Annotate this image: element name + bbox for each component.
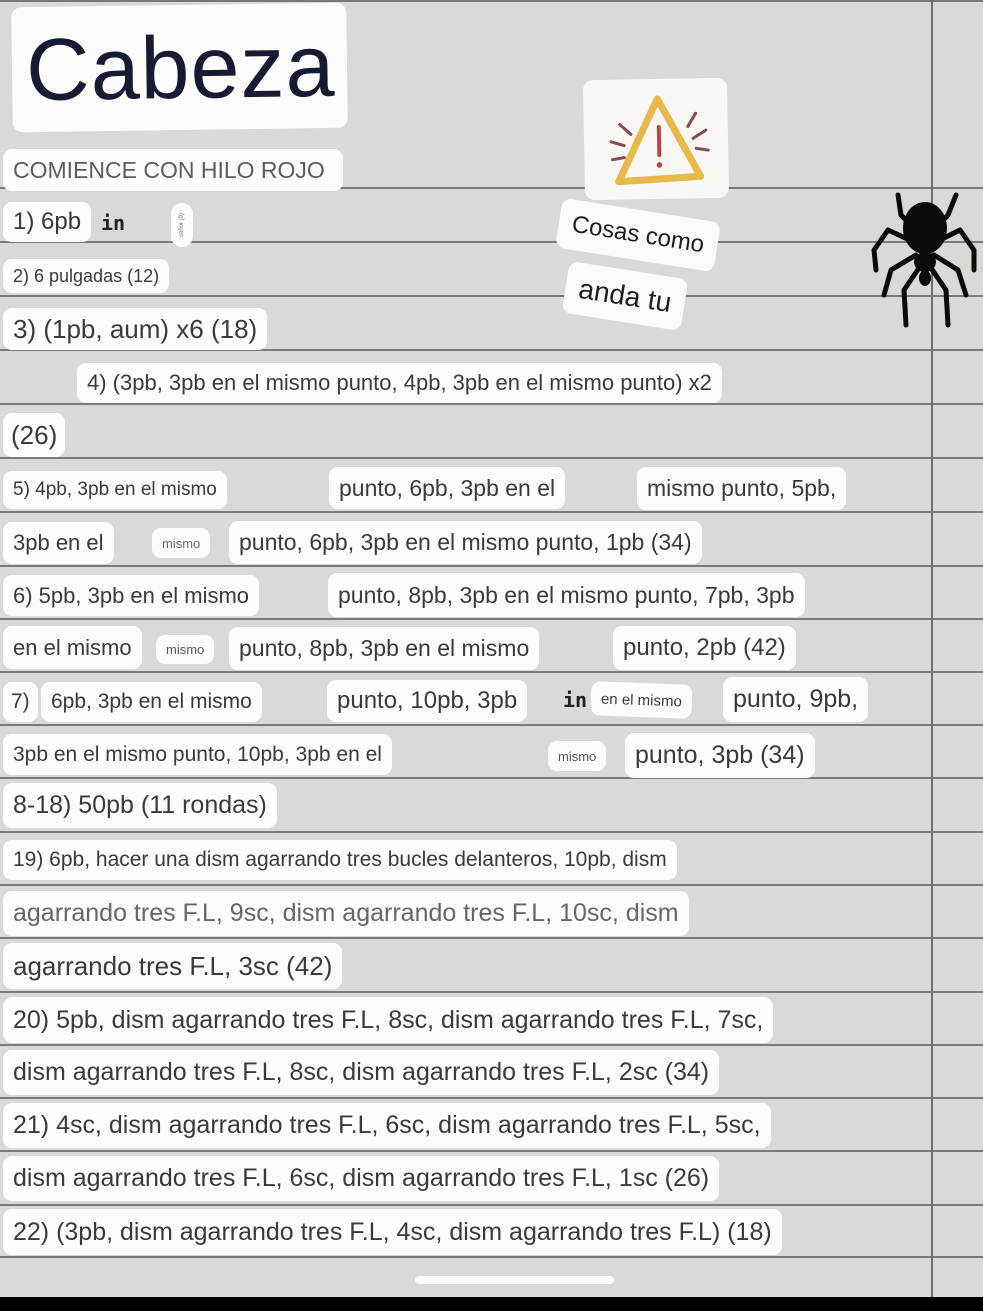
round-7-part: 6pb, 3pb en el mismo xyxy=(41,682,262,722)
ruled-line xyxy=(0,1097,983,1099)
round-1: 1) 6pb xyxy=(3,202,91,242)
sticker-anda-tu: anda tu xyxy=(562,261,689,331)
round-5-part: 5) 4pb, 3pb en el mismo xyxy=(3,471,227,509)
home-indicator[interactable] xyxy=(415,1276,614,1284)
ruled-line xyxy=(0,991,983,993)
round-7-part: en el mismo xyxy=(590,681,692,718)
round-3: 3) (1pb, aum) x6 (18) xyxy=(3,308,267,350)
ruled-line xyxy=(0,457,983,459)
subtitle: COMIENCE CON HILO ROJO xyxy=(3,149,343,191)
round-22: 22) (3pb, dism agarrando tres F.L, 4sc, dism agarrando tres F.L) (18) xyxy=(3,1209,782,1255)
sticker-cosas-como: Cosas como xyxy=(555,198,721,272)
round-5-part: punto, 6pb, 3pb en el mismo punto, 1pb (34) xyxy=(229,521,702,564)
round-6-part: en el mismo xyxy=(3,626,142,669)
round-19-line: agarrando tres F.L, 3sc (42) xyxy=(3,943,342,989)
ruled-line xyxy=(0,777,983,779)
handwritten-in: in xyxy=(101,211,126,235)
round-6-part: 6) 5pb, 3pb en el mismo xyxy=(3,575,259,616)
round-7-part: punto, 9pb, xyxy=(723,677,868,722)
round-6-part: punto, 8pb, 3pb en el mismo punto, 7pb, 3pb xyxy=(328,573,805,617)
bottom-bar xyxy=(0,1297,983,1311)
top-border xyxy=(0,0,983,2)
round-5-part: 3pb en el xyxy=(3,522,114,564)
ruled-line xyxy=(0,1256,983,1258)
ruled-line xyxy=(0,724,983,726)
round-19-line: 19) 6pb, hacer una dism agarrando tres bucles delanteros, 10pb, dism xyxy=(3,840,677,880)
round-21-line: 21) 4sc, dism agarrando tres F.L, 6sc, dism agarrando tres F.L, 5sc, xyxy=(3,1103,771,1148)
round-8-18: 8-18) 50pb (11 rondas) xyxy=(3,783,277,828)
vertical-label: señor (0) xyxy=(171,203,193,247)
ruled-line xyxy=(0,1150,983,1152)
round-5-part: punto, 6pb, 3pb en el xyxy=(329,467,565,509)
spider-icon xyxy=(866,190,981,330)
page-title: Cabeza xyxy=(11,3,348,133)
ruled-line xyxy=(0,671,983,673)
round-20-line: 20) 5pb, dism agarrando tres F.L, 8sc, dism agarrando tres F.L, 7sc, xyxy=(3,997,773,1043)
ruled-line xyxy=(0,511,983,513)
round-7-part: 7) xyxy=(3,682,38,722)
round-21-line: dism agarrando tres F.L, 6sc, dism agarrando tres F.L, 1sc (26) xyxy=(3,1156,719,1201)
handwritten-in: in xyxy=(563,688,588,712)
round-5-part: mismo punto, 5pb, xyxy=(637,467,846,510)
round-7-part: 3pb en el mismo punto, 10pb, 3pb en el xyxy=(3,734,392,775)
round-7-part: punto, 10pb, 3pb xyxy=(327,680,527,722)
ruled-line xyxy=(0,403,983,405)
ruled-line xyxy=(0,1044,983,1046)
round-6-part: punto, 8pb, 3pb en el mismo xyxy=(229,627,539,670)
round-7-part: mismo xyxy=(548,741,606,771)
ruled-line xyxy=(0,884,983,886)
warning-triangle-icon xyxy=(583,78,729,200)
round-4-count: (26) xyxy=(3,413,65,457)
ruled-line xyxy=(0,565,983,567)
round-20-line: dism agarrando tres F.L, 8sc, dism agarrando tres F.L, 2sc (34) xyxy=(3,1050,719,1095)
ruled-line xyxy=(0,618,983,620)
round-6-part: punto, 2pb (42) xyxy=(613,626,796,670)
round-19-line: agarrando tres F.L, 9sc, dism agarrando tres F.L, 10sc, dism xyxy=(3,891,689,936)
ruled-line xyxy=(0,295,983,297)
round-5-part: mismo xyxy=(152,528,210,558)
round-7-part: punto, 3pb (34) xyxy=(625,733,815,778)
round-6-part: mismo xyxy=(156,635,214,664)
round-2: 2) 6 pulgadas (12) xyxy=(3,259,169,293)
ruled-line xyxy=(0,1204,983,1206)
round-4: 4) (3pb, 3pb en el mismo punto, 4pb, 3pb en el mismo punto) x2 xyxy=(77,363,722,403)
ruled-line xyxy=(0,831,983,833)
ruled-line xyxy=(0,937,983,939)
ruled-line xyxy=(0,241,983,243)
